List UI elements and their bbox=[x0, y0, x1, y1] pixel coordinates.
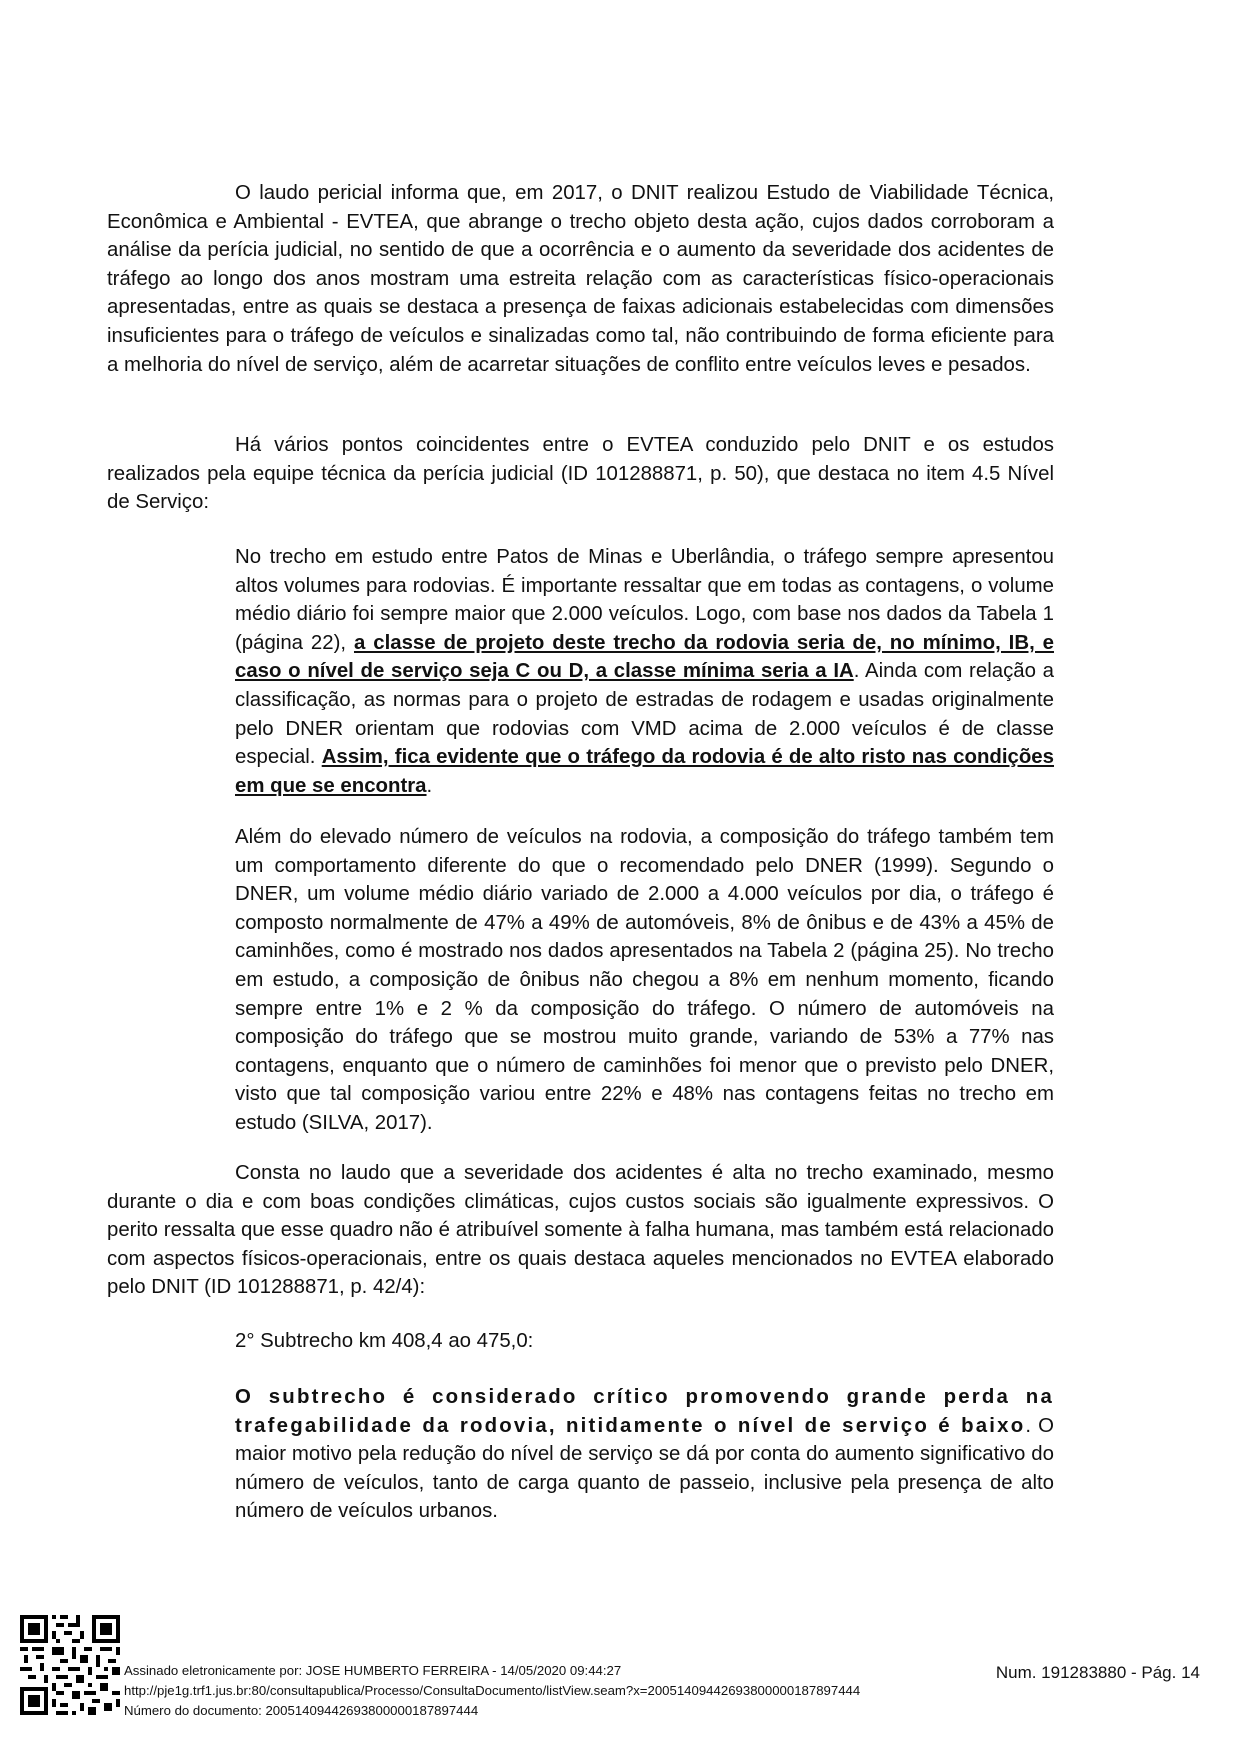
quote-text: . bbox=[426, 774, 433, 797]
quote-subtrecho-title: 2° Subtrecho km 408,4 ao 475,0: bbox=[235, 1330, 534, 1352]
quote-emphasis: a classe de projeto deste trecho da rodovia seria de, no mínimo, IB, e caso o nível de serviço seja C ou D, a classe mínima seria a IA bbox=[235, 631, 1054, 683]
quote-text: No trecho em estudo entre Patos de Minas e Uberlândia, o tráfego sempre apresentou altos volumes para rodovias. É importante ressaltar que em todas as contagens, o volume médio diário foi sempre maior que 2.000 veículos. Logo, com base nos dados da Tabela 1 (página 22), bbox=[235, 546, 1054, 654]
signature-line: Assinado eletronicamente por: JOSE HUMBERTO FERREIRA - 14/05/2020 09:44:27 bbox=[124, 1663, 622, 1678]
quote-composicao-trafego: Além do elevado número de veículos na rodovia, a composição do tráfego também tem um comportamento diferente do que o recomendado pelo DNER (1999). Segundo o DNER, um volume médio diário variado de 2.000 a 4.000 veículos por dia, o tráfego é composto normalmente de 47% a 49% de automóveis, 8% de ônibus e de 43% a 45% de caminhões, como é mostrado nos dados apresentados na Tabela 2 (página 25). No trecho em estudo, a composição de ônibus não chegou a 8% em nenhum momento, ficando sempre entre 1% e 2 % da composição do tráfego. O número de automóveis na composição do tráfego que se mostrou muito grande, variando de 53% a 77% nas contagens, enquanto que o número de caminhões foi menor que o previsto pelo DNER, visto que tal composição variou entre 22% e 48% nas contagens feitas no trecho em estudo (SILVA, 2017). bbox=[235, 826, 1054, 1134]
signature-footer bbox=[124, 1661, 860, 1721]
qr-code-icon bbox=[20, 1615, 120, 1715]
paragraph-evtea: O laudo pericial informa que, em 2017, o DNIT realizou Estudo de Viabilidade Técnica, Econômica e Ambiental - EVTEA, que abrange o trecho objeto desta ação, cujos dados corroboram a análise da perícia judicial, no sentido de que a ocorrência e o aumento da severidade dos acidentes de tráfego ao longo dos anos mostram uma estreita relação com as características físico-operacionais apresentadas, entre as quais se destaca a presença de faixas adicionais estabelecidas com dimensões insuficientes para o tráfego de veículos e sinalizadas como tal, não contribuindo de forma eficiente para a melhoria do nível de serviço, além de acarretar situações de conflito entre veículos leves e pesados. bbox=[107, 182, 1054, 376]
paragraph-pontos-coincidentes: Há vários pontos coincidentes entre o EVTEA conduzido pelo DNIT e os estudos realizados pela equipe técnica da perícia judicial (ID 101288871, p. 50), que destaca no item 4.5 Nível de Serviço: bbox=[107, 434, 1054, 514]
quote-emphasis: O subtrecho é considerado crítico promovendo grande perda na trafegabilidade da rodovia, nitidamente o nível de serviço é baixo bbox=[235, 1386, 1054, 1437]
quote-text: . O maior motivo pela redução do nível de serviço se dá por conta do aumento significativo do número de veículos, tanto de carga quanto de passeio, inclusive pela presença de alto número de veículos urbanos. bbox=[235, 1414, 1054, 1523]
quote-text: . Ainda com relação a classificação, as normas para o projeto de estradas de rodagem e usadas originalmente pelo DNER orientam que rodovias com VMD acima de 2.000 veículos é de classe especial. bbox=[235, 660, 1054, 769]
document-number: Número do documento: 20051409442693800000187897444 bbox=[124, 1703, 479, 1718]
document-url-link[interactable]: http://pje1g.trf1.jus.br:80/consultapublica/Processo/ConsultaDocumento/listView.seam?x=20051409442693800000187897444 bbox=[124, 1683, 861, 1698]
quote-subtrecho-critico bbox=[235, 1383, 1054, 1526]
page-number: Num. 191283880 - Pág. 14 bbox=[995, 1663, 1200, 1682]
paragraph-severidade: Consta no laudo que a severidade dos acidentes é alta no trecho examinado, mesmo durante o dia e com boas condições climáticas, cujos custos sociais são igualmente expressivos. O perito ressalta que esse quadro não é atribuível somente à falha humana, mas também está relacionado com aspectos físicos-operacionais, entre os quais destaca aqueles mencionados no EVTEA elaborado pelo DNIT (ID 101288871, p. 42/4): bbox=[107, 1162, 1054, 1299]
quote-emphasis: Assim, fica evidente que o tráfego da rodovia é de alto risto nas condições em que se encontra bbox=[235, 746, 1054, 797]
quote-trecho-estudo bbox=[235, 543, 1054, 800]
